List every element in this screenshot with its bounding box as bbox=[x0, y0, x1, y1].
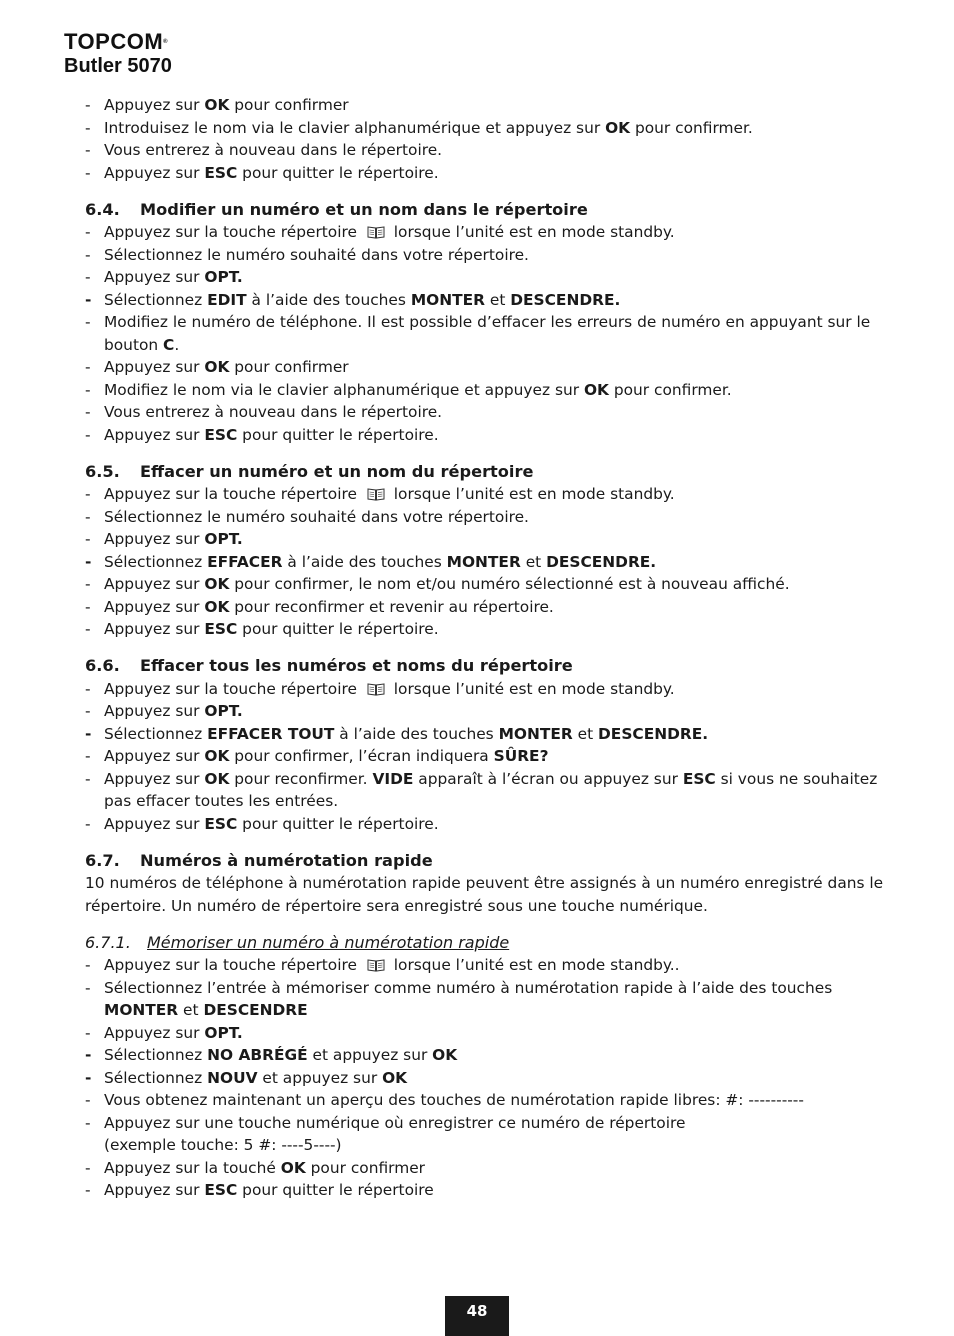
list-item bbox=[85, 311, 885, 356]
list-item bbox=[85, 768, 885, 813]
list-item bbox=[85, 1044, 885, 1067]
section-heading bbox=[85, 850, 885, 873]
text-run: Sélectionnez le numéro souhaité dans votre répertoire. bbox=[104, 507, 529, 526]
text-run: lorsque l’unité est en mode standby. bbox=[388, 679, 675, 698]
key-label: OK bbox=[605, 118, 631, 137]
brand-logo: TOPCOM® bbox=[64, 29, 169, 54]
item-text bbox=[104, 96, 349, 114]
item-text bbox=[104, 553, 656, 571]
list-item bbox=[85, 379, 885, 402]
section-title: Effacer un numéro et un nom du répertoire bbox=[140, 461, 534, 481]
key-label: OPT. bbox=[204, 268, 243, 286]
text-run: pour reconfirmer et revenir au répertoire. bbox=[229, 597, 554, 616]
phonebook-icon bbox=[366, 225, 386, 239]
bullet-dash: - bbox=[85, 425, 91, 444]
model-name: Butler 5070 bbox=[64, 55, 172, 77]
item-text bbox=[104, 680, 675, 698]
bullet-dash: - bbox=[85, 380, 91, 399]
item-text bbox=[104, 119, 753, 137]
text-run: Appuyez sur la touche répertoire bbox=[104, 223, 362, 241]
text-run: pour quitter le répertoire. bbox=[237, 163, 439, 182]
key-label: ESC bbox=[204, 425, 238, 444]
section-heading bbox=[85, 199, 885, 222]
list-item bbox=[85, 977, 885, 1022]
item-text bbox=[104, 1159, 425, 1177]
section-title: Modifier un numéro et un nom dans le répertoire bbox=[140, 199, 588, 219]
bullet-dash: - bbox=[85, 552, 92, 571]
key-label: EFFACER bbox=[207, 552, 283, 571]
key-label: ESC bbox=[204, 163, 238, 182]
key-label: NO ABRÉGÉ bbox=[207, 1046, 308, 1064]
item-text bbox=[104, 268, 243, 286]
item-text bbox=[104, 702, 243, 720]
text-run: Sélectionnez bbox=[104, 290, 208, 309]
list-item bbox=[85, 1089, 885, 1112]
text-run: pour confirmer bbox=[229, 96, 349, 114]
key-label: EDIT bbox=[207, 290, 247, 309]
list-item bbox=[85, 483, 885, 506]
key-label: NOUV bbox=[207, 1068, 258, 1087]
item-text bbox=[104, 313, 870, 354]
key-label: DESCENDRE bbox=[203, 1001, 308, 1019]
list-item bbox=[85, 266, 885, 289]
text-run: Appuyez sur bbox=[104, 1023, 205, 1042]
section-heading bbox=[85, 461, 885, 484]
item-text bbox=[104, 403, 442, 421]
item-text bbox=[104, 979, 832, 1020]
text-run: Modifiez le numéro de téléphone. Il est possible d’effacer les erreurs de numéro en appuyant sur le bbox=[104, 313, 871, 331]
item-text bbox=[104, 1024, 243, 1042]
item-text bbox=[104, 246, 529, 264]
bullet-dash: - bbox=[85, 679, 91, 698]
key-label: SÛRE? bbox=[493, 747, 549, 765]
list-item bbox=[85, 1157, 885, 1180]
text-run: pour quitter le répertoire. bbox=[237, 620, 439, 638]
key-label: ESC bbox=[204, 814, 238, 833]
key-label: C bbox=[163, 335, 175, 354]
key-label: ESC bbox=[204, 1181, 238, 1199]
text-run: Sélectionnez l’entrée à mémoriser comme numéro à numérotation rapide à l’aide des touches bbox=[104, 978, 833, 997]
list-item bbox=[85, 618, 885, 641]
text-run: pour confirmer. bbox=[630, 118, 753, 137]
list-item bbox=[85, 1179, 885, 1202]
key-label: DESCENDRE. bbox=[598, 724, 709, 743]
text-run: pour confirmer, l’écran indiquera bbox=[229, 747, 494, 765]
section-number: 6.4. bbox=[85, 199, 120, 219]
key-label: OK bbox=[204, 597, 230, 616]
item-text bbox=[104, 725, 708, 743]
list-item bbox=[85, 162, 885, 185]
document-body bbox=[85, 94, 885, 1202]
key-label: OPT. bbox=[204, 530, 243, 548]
key-label: OK bbox=[204, 747, 230, 765]
text-run: apparaît à l’écran ou appuyez sur bbox=[413, 769, 683, 788]
text-run: Sélectionnez bbox=[104, 552, 208, 571]
key-label: OK bbox=[204, 96, 230, 114]
section-number: 6.7. bbox=[85, 850, 120, 870]
bullet-dash: - bbox=[85, 313, 91, 331]
item-text bbox=[104, 530, 243, 548]
phonebook-icon bbox=[366, 487, 386, 501]
item-text bbox=[104, 485, 675, 503]
text-run: Introduisez le nom via le clavier alphanumérique et appuyez sur bbox=[104, 118, 606, 137]
key-label: OPT. bbox=[204, 1023, 243, 1042]
key-label: OK bbox=[583, 380, 609, 399]
item-text bbox=[104, 1046, 457, 1064]
bullet-dash: - bbox=[85, 1113, 91, 1132]
text-run: Appuyez sur bbox=[104, 620, 205, 638]
item-text bbox=[104, 291, 620, 309]
text-run: pour quitter le répertoire bbox=[237, 1181, 434, 1199]
list-item bbox=[85, 221, 885, 244]
key-label: MONTER bbox=[410, 290, 485, 309]
item-text bbox=[104, 598, 554, 616]
bullet-dash: - bbox=[85, 507, 91, 526]
bullet-dash: - bbox=[85, 597, 91, 616]
key-label: OPT. bbox=[204, 702, 243, 720]
key-label: OK bbox=[382, 1068, 408, 1087]
item-text bbox=[104, 223, 675, 241]
text-run: Appuyez sur la touche répertoire bbox=[104, 956, 362, 974]
bullet-dash: - bbox=[85, 724, 92, 743]
section-title: Numéros à numérotation rapide bbox=[140, 850, 433, 870]
text-run: Vous obtenez maintenant un aperçu des touches de numérotation rapide libres: #: ---------- bbox=[104, 1091, 804, 1109]
text-run: Appuyez sur bbox=[104, 702, 205, 720]
text-run: pour quitter le répertoire. bbox=[237, 425, 439, 444]
list-item bbox=[85, 723, 885, 746]
text-run: et bbox=[520, 552, 547, 571]
item-text bbox=[104, 575, 790, 593]
list-item bbox=[85, 117, 885, 140]
text-run: Appuyez sur bbox=[104, 814, 205, 833]
list-item bbox=[85, 244, 885, 267]
bullet-dash: - bbox=[85, 1158, 91, 1177]
bullet-dash: - bbox=[85, 1091, 91, 1109]
text-run: Appuyez sur bbox=[104, 163, 205, 182]
bullet-dash: - bbox=[85, 96, 91, 114]
key-label: ESC bbox=[682, 769, 716, 788]
text-run: Sélectionnez bbox=[104, 1046, 208, 1064]
list-item bbox=[85, 289, 885, 312]
text-run: pas effacer toutes les entrées. bbox=[104, 792, 339, 810]
key-label: OK bbox=[204, 575, 230, 593]
item-text bbox=[104, 1069, 407, 1087]
item-text bbox=[104, 956, 680, 974]
text-run: pour confirmer bbox=[305, 1158, 425, 1177]
bullet-dash: - bbox=[85, 485, 91, 503]
list-item bbox=[85, 506, 885, 529]
item-text bbox=[104, 1181, 434, 1199]
list-item bbox=[85, 678, 885, 701]
key-label: MONTER bbox=[498, 724, 573, 743]
bullet-dash: - bbox=[85, 141, 91, 159]
item-text bbox=[104, 770, 877, 811]
bullet-dash: - bbox=[85, 769, 91, 788]
key-label: MONTER bbox=[446, 552, 521, 571]
text-run: Appuyez sur bbox=[104, 597, 205, 616]
section-number: 6.6. bbox=[85, 656, 120, 675]
text-run: lorsque l’unité est en mode standby. bbox=[388, 485, 675, 503]
section-heading bbox=[85, 655, 885, 678]
section-number: 6.5. bbox=[85, 461, 120, 481]
bullet-dash: - bbox=[85, 956, 91, 974]
list-item bbox=[85, 401, 885, 424]
text-run: pour confirmer bbox=[229, 358, 349, 376]
text-run: à l’aide des touches bbox=[282, 552, 447, 571]
text-run: à l’aide des touches bbox=[334, 724, 499, 743]
text-run: lorsque l’unité est en mode standby.. bbox=[388, 956, 680, 974]
bullet-dash: - bbox=[85, 163, 91, 182]
bullet-dash: - bbox=[85, 358, 91, 376]
bullet-dash: - bbox=[85, 268, 91, 286]
text-run: Appuyez sur bbox=[104, 358, 205, 376]
bullet-dash: - bbox=[85, 223, 91, 241]
list-item bbox=[85, 596, 885, 619]
bullet-dash: - bbox=[85, 575, 91, 593]
list-item bbox=[85, 954, 885, 977]
key-label: VIDE bbox=[372, 769, 414, 788]
bullet-dash: - bbox=[85, 978, 91, 997]
key-label: EFFACER TOUT bbox=[207, 724, 335, 743]
text-run: Appuyez sur bbox=[104, 96, 205, 114]
text-run: et bbox=[178, 1001, 204, 1019]
text-run: et appuyez sur bbox=[307, 1046, 433, 1064]
bullet-dash: - bbox=[85, 747, 91, 765]
text-run: et bbox=[572, 724, 599, 743]
text-run: pour confirmer. bbox=[608, 380, 732, 399]
section-paragraph: 10 numéros de téléphone à numérotation rapide peuvent être assignés à un numéro enregistré dans le répertoire. Un numéro de répertoire sera enregistré sous une touche numérique. bbox=[85, 874, 884, 915]
text-run: lorsque l’unité est en mode standby. bbox=[388, 223, 675, 241]
item-text bbox=[104, 815, 439, 833]
item-text bbox=[104, 1114, 685, 1155]
text-run: Vous entrerez à nouveau dans le répertoire. bbox=[104, 403, 443, 421]
key-label: OK bbox=[204, 769, 230, 788]
text-run: Appuyez sur bbox=[104, 575, 205, 593]
text-run: à l’aide des touches bbox=[246, 290, 411, 309]
text-run: pour quitter le répertoire. bbox=[237, 814, 439, 833]
item-text bbox=[104, 358, 349, 376]
bullet-dash: - bbox=[85, 702, 91, 720]
list-item bbox=[85, 1067, 885, 1090]
section-number: 6.7.1. bbox=[85, 932, 131, 952]
text-run: Appuyez sur une touche numérique où enregistrer ce numéro de répertoire bbox=[104, 1113, 686, 1132]
list-item bbox=[85, 356, 885, 379]
page-number: 48 bbox=[445, 1296, 509, 1336]
item-text bbox=[104, 164, 439, 182]
list-item bbox=[85, 139, 885, 162]
text-run: Appuyez sur bbox=[104, 747, 205, 765]
list-item bbox=[85, 551, 885, 574]
bullet-dash: - bbox=[85, 814, 91, 833]
text-run: et appuyez sur bbox=[257, 1068, 383, 1087]
item-text bbox=[104, 620, 439, 638]
text-run: Appuyez sur la touche répertoire bbox=[104, 679, 362, 698]
text-run: si vous ne souhaitez bbox=[715, 769, 878, 788]
key-label: OK bbox=[280, 1158, 306, 1177]
item-text bbox=[104, 426, 439, 444]
page-header bbox=[64, 30, 172, 78]
list-item bbox=[85, 94, 885, 117]
text-run: Modifiez le nom via le clavier alphanumérique et appuyez sur bbox=[104, 380, 584, 399]
list-item bbox=[85, 528, 885, 551]
bullet-dash: - bbox=[85, 1181, 91, 1199]
list-item bbox=[85, 700, 885, 723]
item-text bbox=[104, 141, 442, 159]
section-title: Effacer tous les numéros et noms du répertoire bbox=[140, 656, 573, 675]
key-label: DESCENDRE. bbox=[510, 290, 621, 309]
text-run: Appuyez sur la touche répertoire bbox=[104, 485, 362, 503]
text-run: Appuyez sur bbox=[104, 530, 205, 548]
text-run: . bbox=[174, 335, 180, 354]
bullet-dash: - bbox=[85, 1046, 92, 1064]
section-title: Mémoriser un numéro à numérotation rapide bbox=[147, 932, 510, 952]
bullet-dash: - bbox=[85, 1068, 92, 1087]
bullet-dash: - bbox=[85, 403, 91, 421]
key-label: DESCENDRE. bbox=[546, 552, 657, 571]
text-run: Vous entrerez à nouveau dans le répertoire. bbox=[104, 141, 443, 159]
text-run: Sélectionnez le numéro souhaité dans votre répertoire. bbox=[104, 245, 529, 264]
bullet-dash: - bbox=[85, 620, 91, 638]
subsection-heading bbox=[85, 932, 885, 955]
text-run: et bbox=[484, 290, 511, 309]
text-run: bouton bbox=[104, 335, 164, 354]
key-label: OK bbox=[204, 358, 230, 376]
bullet-dash: - bbox=[85, 245, 91, 264]
text-run: (exemple touche: 5 #: ----5----) bbox=[104, 1136, 342, 1154]
list-item bbox=[85, 813, 885, 836]
text-run: Appuyez sur bbox=[104, 1181, 205, 1199]
text-run: Sélectionnez bbox=[104, 1068, 208, 1087]
text-run: Appuyez sur la touché bbox=[104, 1158, 281, 1177]
phonebook-icon bbox=[366, 682, 386, 696]
item-text bbox=[104, 508, 529, 526]
item-text bbox=[104, 747, 549, 765]
bullet-dash: - bbox=[85, 290, 92, 309]
text-run: pour confirmer, le nom et/ou numéro sélectionné est à nouveau affiché. bbox=[229, 575, 790, 593]
text-run: Appuyez sur bbox=[104, 268, 205, 286]
text-run: Sélectionnez bbox=[104, 724, 208, 743]
list-item bbox=[85, 573, 885, 596]
list-item bbox=[85, 745, 885, 768]
list-item bbox=[85, 424, 885, 447]
key-label: OK bbox=[432, 1046, 458, 1064]
bullet-dash: - bbox=[85, 530, 91, 548]
item-text bbox=[104, 381, 732, 399]
text-run: Appuyez sur bbox=[104, 769, 205, 788]
phonebook-icon bbox=[366, 958, 386, 972]
text-run: Appuyez sur bbox=[104, 425, 205, 444]
list-item bbox=[85, 1112, 885, 1157]
bullet-dash: - bbox=[85, 1023, 91, 1042]
list-item bbox=[85, 1022, 885, 1045]
text-run: pour reconfirmer. bbox=[229, 769, 373, 788]
bullet-dash: - bbox=[85, 118, 91, 137]
key-label: ESC bbox=[204, 620, 238, 638]
key-label: MONTER bbox=[104, 1001, 179, 1019]
item-text bbox=[104, 1091, 804, 1109]
